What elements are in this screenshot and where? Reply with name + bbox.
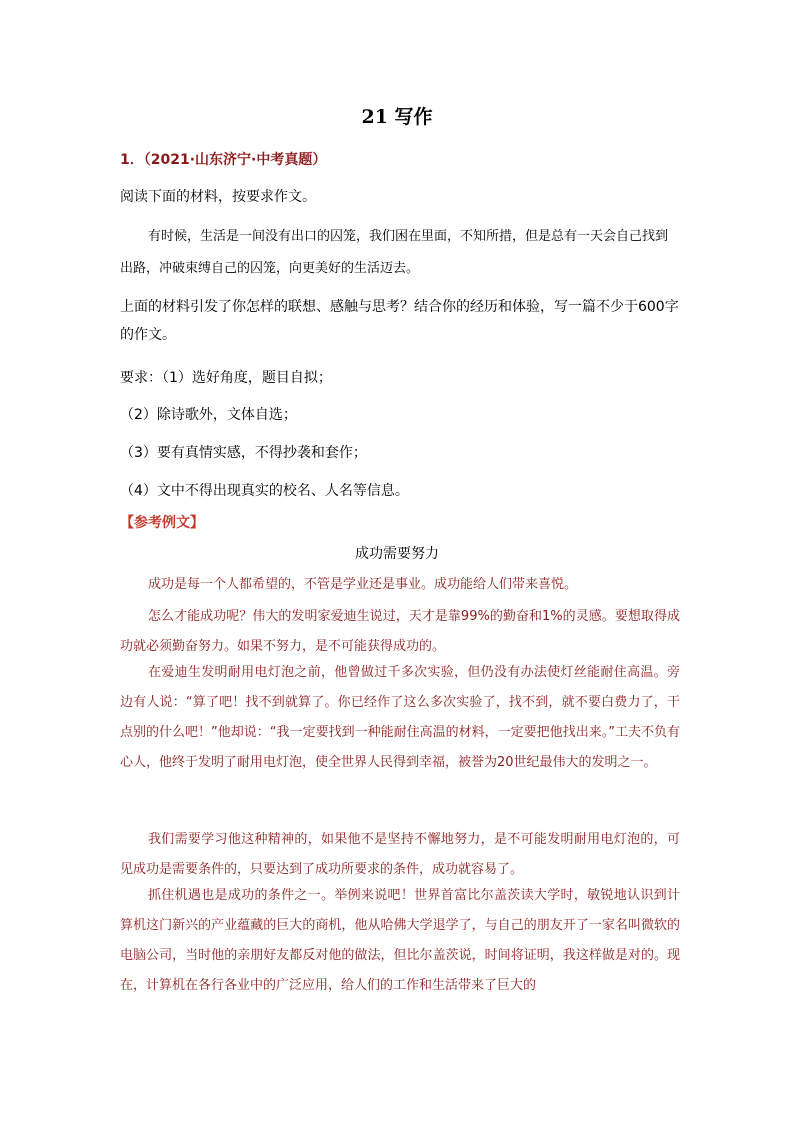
question-header: 1．（2021·山东济宁·中考真题）: [120, 152, 327, 168]
requirement-3: （3）要有真情实感，不得抄袭和套作；: [120, 445, 367, 461]
essay-paragraph-2: 怎么才能成功呢？伟大的发明家爱迪生说过，天才是靠99%的勤奋和1%的灵感。要想取得成功就必须勤奋努力。如果不努力，是不可能获得成功的。: [120, 609, 680, 654]
essay-title: 成功需要努力: [355, 546, 439, 562]
document-title: 21 写作: [361, 106, 433, 128]
essay-paragraph-3: 在爱迪生发明耐用电灯泡之前，他曾做过千多次实验，但仍没有办法使灯丝能耐住高温。旁边有人说：“算了吧！找不到就算了。你已经作了这么多次实验了，找不到，就不要白费力了，干点别的什么吧！”他却说：“我一定要找到一种能耐住高温的材料，一定要把他找出来。”工夫不负有心人，他终于发明了耐用电灯泡，使全世界人民得到幸福，被誉为20世纪最伟大的发明之一。: [120, 665, 680, 770]
essay-paragraph-1: 成功是每一个人都希望的，不管是学业还是事业。成功能给人们带来喜悦。: [148, 577, 578, 592]
requirement-4: （4）文中不得出现真实的校名、人名等信息。: [120, 483, 409, 499]
requirement-1: 要求：（1）选好角度，题目自拟；: [120, 370, 332, 386]
material-text: 有时候，生活是一间没有出口的囚笼，我们困在里面，不知所措，但是总有一天会自己找到出路，冲破束缚自己的囚笼，向更美好的生活迈去。: [120, 229, 669, 276]
essay-paragraph-4: 我们需要学习他这种精神的，如果他不是坚持不懈地努力，是不可能发明耐用电灯泡的，可见成功是需要条件的，只要达到了成功所要求的条件，成功就容易了。: [120, 832, 680, 877]
requirement-2: （2）除诗歌外，文体自选；: [120, 407, 297, 423]
reference-header: 【参考例文】: [120, 515, 204, 531]
essay-paragraph-5: 抓住机遇也是成功的条件之一。举例来说吧！世界首富比尔盖茨读大学时，敏锐地认识到计算机这门新兴的产业蕴藏的巨大的商机，他从哈佛大学退学了，与自己的朋友开了一家名叫微软的电脑公司，当时他的亲朋好友都反对他的做法，但比尔盖茨说，时间将证明，我这样做是对的。现在，计算机在各行各业中的广泛应用，给人们的工作和生活带来了巨大的: [120, 888, 680, 993]
prompt-text: 上面的材料引发了你怎样的联想、感触与思考？结合你的经历和体验，写一篇不少于600字的作文。: [120, 299, 679, 343]
instruction-text: 阅读下面的材料，按要求作文。: [120, 189, 316, 205]
